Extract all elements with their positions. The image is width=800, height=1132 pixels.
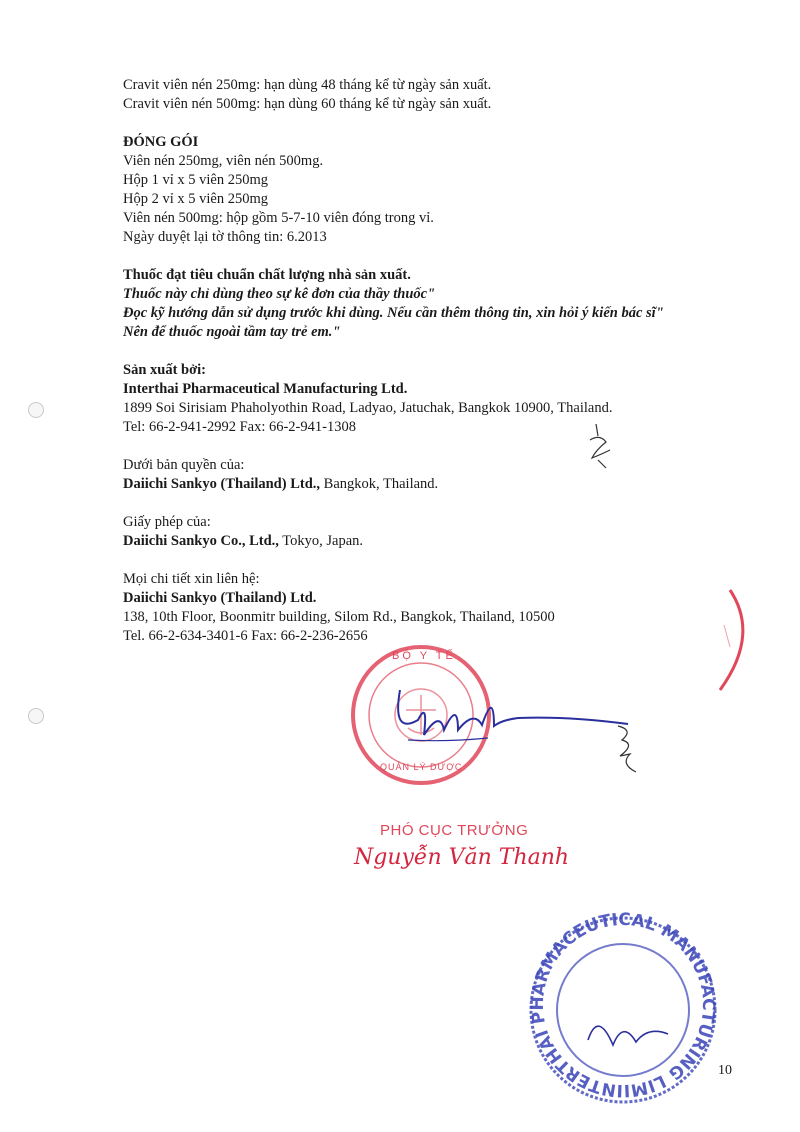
- license-holder: [123, 532, 363, 551]
- packaging-heading: ĐÓNG GÓI: [123, 134, 199, 150]
- punch-hole-top: [28, 402, 44, 418]
- packaging-line: Hộp 1 vỉ x 5 viên 250mg: [123, 172, 268, 188]
- review-date: Ngày duyệt lại tờ thông tin: 6.2013: [123, 229, 327, 245]
- shelf-life-500: Cravit viên nén 500mg: hạn dùng 60 tháng kể từ ngày sản xuất.: [123, 96, 492, 112]
- signer-name: Nguyễn Văn Thanh: [354, 845, 570, 870]
- license-holder-name: Daiichi Sankyo Co., Ltd.,: [123, 533, 279, 549]
- approval-title: PHÓ CỤC TRƯỞNG: [380, 822, 529, 839]
- contact-phone: Tel. 66-2-634-3401-6 Fax: 66-2-236-2656: [123, 628, 368, 644]
- keep-away-warning: Nên để thuốc ngoài tầm tay trẻ em.": [123, 324, 341, 340]
- company-stamp-text: INTERTHAI PHARMACEUTICAL MANUFACTURING LIMITED: [510, 895, 719, 1101]
- copyright-label: Dưới bản quyền của:: [123, 457, 245, 473]
- partial-red-stamp: [700, 585, 760, 695]
- manufacturer-contact: Tel: 66-2-941-2992 Fax: 66-2-941-1308: [123, 419, 356, 435]
- quality-standard: Thuốc đạt tiêu chuẩn chất lượng nhà sản xuất.: [123, 267, 411, 283]
- contact-address: 138, 10th Floor, Boonmitr building, Silom Rd., Bangkok, Thailand, 10500: [123, 609, 555, 625]
- punch-hole-bottom: [28, 708, 44, 724]
- copyright-holder: [123, 475, 438, 494]
- packaging-line: Viên nén 500mg: hộp gồm 5-7-10 viên đóng trong vỉ.: [123, 210, 434, 226]
- handwritten-mark: [608, 720, 648, 776]
- shelf-life-250: Cravit viên nén 250mg: hạn dùng 48 tháng kể từ ngày sản xuất.: [123, 77, 492, 93]
- copyright-holder-name: Daiichi Sankyo (Thailand) Ltd.,: [123, 476, 321, 492]
- packaging-line: Hộp 2 vỉ x 5 viên 250mg: [123, 191, 268, 207]
- license-holder-location: Tokyo, Japan.: [278, 533, 364, 549]
- director-signature: [378, 680, 638, 760]
- contact-company: Daiichi Sankyo (Thailand) Ltd.: [123, 590, 317, 606]
- company-stamp: [510, 895, 728, 1110]
- ministry-stamp-bottom-text: QUẢN LÝ DƯỢC: [380, 762, 463, 772]
- prescription-warning: Thuốc này chỉ dùng theo sự kê đơn của thầy thuốc": [123, 286, 436, 302]
- copyright-holder-location: Bangkok, Thailand.: [320, 476, 439, 492]
- manufacturer-name: Interthai Pharmaceutical Manufacturing Ltd.: [123, 381, 408, 397]
- ministry-stamp-top-text: BỘ Y TẾ: [392, 650, 456, 662]
- page-number: 10: [718, 1063, 732, 1078]
- manufacturer-address: 1899 Soi Sirisiam Phaholyothin Road, Ladyao, Jatuchak, Bangkok 10900, Thailand.: [123, 400, 613, 416]
- contact-label: Mọi chi tiết xin liên hệ:: [123, 571, 260, 587]
- manufacturer-label: Sản xuất bởi:: [123, 362, 206, 378]
- packaging-line: Viên nén 250mg, viên nén 500mg.: [123, 153, 324, 169]
- read-instructions-warning: Đọc kỹ hướng dẫn sử dụng trước khi dùng. Nếu cần thêm thông tin, xin hỏi ý kiến bác sĩ": [123, 305, 664, 321]
- initials-mark: [580, 420, 620, 470]
- license-label: Giấy phép của:: [123, 514, 211, 530]
